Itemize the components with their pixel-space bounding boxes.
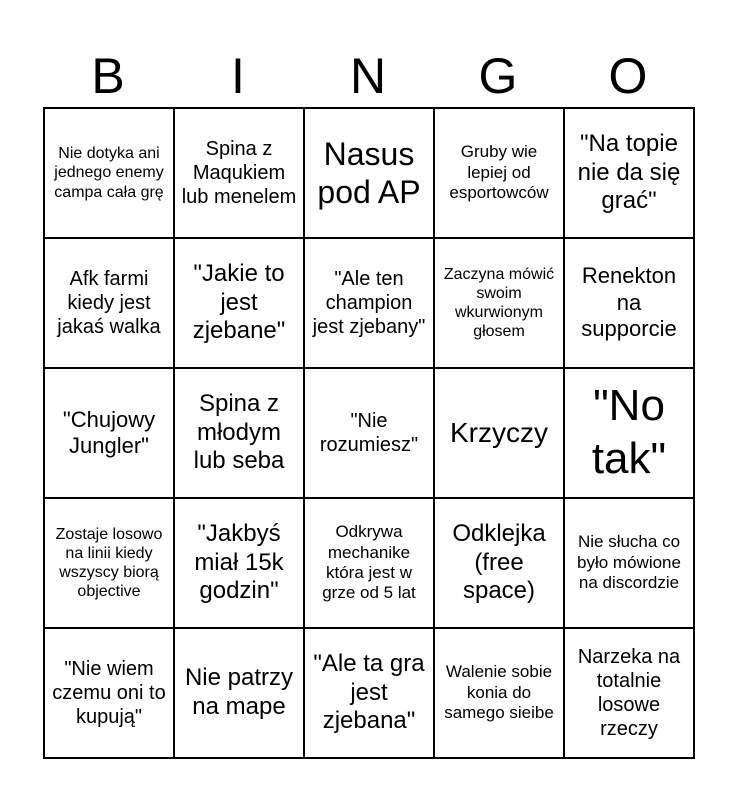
- bingo-cell[interactable]: Odkrywa mechanike która jest w grze od 5 lat: [304, 498, 434, 628]
- bingo-cell[interactable]: Zostaje losowo na linii kiedy wszyscy biorą objective: [44, 498, 174, 628]
- header-letter-o: O: [608, 48, 648, 104]
- bingo-cell[interactable]: Krzyczy: [434, 368, 564, 498]
- bingo-board: [43, 107, 695, 759]
- bingo-cell[interactable]: Nie słucha co było mówione na discordzie: [564, 498, 694, 628]
- bingo-cell[interactable]: Renekton na supporcie: [564, 238, 694, 368]
- board-row: [44, 498, 694, 628]
- bingo-cell[interactable]: Nasus pod AP: [304, 108, 434, 238]
- header-letter-g: G: [478, 48, 518, 104]
- header-letter-n: N: [349, 48, 387, 104]
- bingo-cell[interactable]: Afk farmi kiedy jest jakaś walka: [44, 238, 174, 368]
- bingo-cell[interactable]: Odklejka (free space): [434, 498, 564, 628]
- board-row: [44, 368, 694, 498]
- bingo-cell[interactable]: "Jakbyś miał 15k godzin": [174, 498, 304, 628]
- header-letter-i: I: [231, 48, 245, 104]
- bingo-cell[interactable]: "Nie rozumiesz": [304, 368, 434, 498]
- board-row: [44, 238, 694, 368]
- bingo-cell[interactable]: Narzeka na totalnie losowe rzeczy: [564, 628, 694, 758]
- bingo-cell[interactable]: "Ale ta gra jest zjebana": [304, 628, 434, 758]
- bingo-cell[interactable]: Spina z Maqukiem lub menelem: [174, 108, 304, 238]
- bingo-cell[interactable]: Nie dotyka ani jednego enemy campa cała grę: [44, 108, 174, 238]
- bingo-cell[interactable]: "Nie wiem czemu oni to kupują": [44, 628, 174, 758]
- bingo-cell[interactable]: Gruby wie lepiej od esportowców: [434, 108, 564, 238]
- bingo-cell[interactable]: "Na topie nie da się grać": [564, 108, 694, 238]
- bingo-cell[interactable]: "Jakie to jest zjebane": [174, 238, 304, 368]
- bingo-cell[interactable]: Nie patrzy na mape: [174, 628, 304, 758]
- bingo-cell[interactable]: "Ale ten champion jest zjebany": [304, 238, 434, 368]
- board-row: [44, 628, 694, 758]
- header-letter-b: B: [91, 48, 125, 104]
- bingo-cell[interactable]: Zaczyna mówić swoim wkurwionym głosem: [434, 238, 564, 368]
- bingo-header: [43, 44, 693, 108]
- bingo-cell[interactable]: "No tak": [564, 368, 694, 498]
- bingo-cell[interactable]: "Chujowy Jungler": [44, 368, 174, 498]
- bingo-cell[interactable]: Walenie sobie konia do samego sieibe: [434, 628, 564, 758]
- bingo-cell[interactable]: Spina z młodym lub seba: [174, 368, 304, 498]
- board-row: [44, 108, 694, 238]
